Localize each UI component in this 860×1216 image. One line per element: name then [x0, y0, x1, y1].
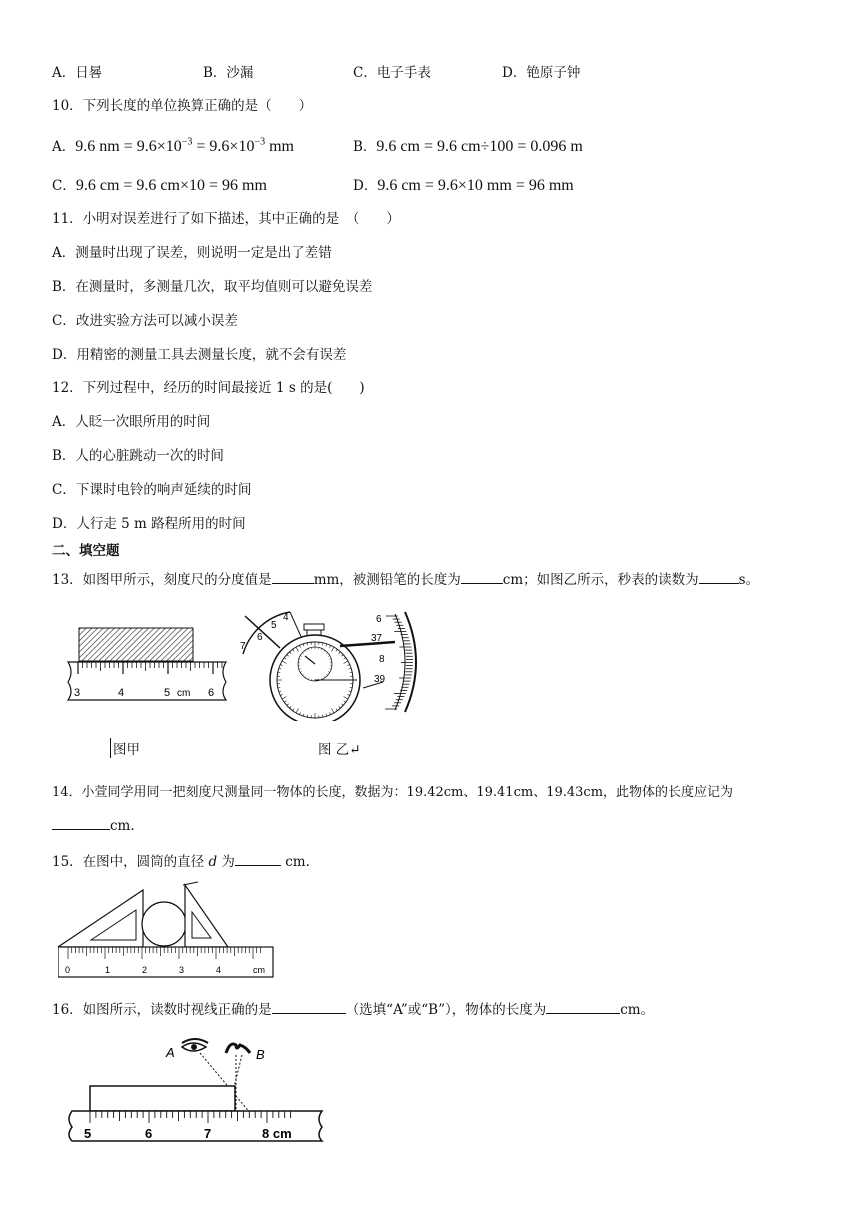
svg-text:cm: cm — [253, 965, 265, 975]
small-dial-7: 7 — [240, 641, 246, 652]
svg-text:8 cm: 8 cm — [262, 1126, 292, 1141]
svg-text:3: 3 — [179, 965, 185, 975]
tick-label-3: 3 — [74, 687, 81, 699]
q9-option-a: A．日晷 — [52, 65, 103, 81]
option-label: A． — [52, 139, 76, 155]
figure-b-stopwatch — [235, 606, 425, 721]
answer-blank[interactable] — [272, 571, 314, 584]
q11-option-b: B．在测量时，多测量几次，取平均值则可以避免误差 — [52, 279, 373, 295]
label-a: A — [166, 1045, 175, 1060]
large-dial-6: 6 — [376, 614, 382, 625]
answer-blank[interactable] — [461, 571, 503, 584]
section-heading: 二、填空题 — [52, 543, 120, 559]
option-formula: 9.6 cm = 9.6×10 mm = 96 mm — [377, 177, 574, 194]
q15-stem: 15．在图中，圆筒的直径 d 为 cm. — [52, 854, 310, 870]
figure-q16-reading — [60, 1035, 330, 1150]
q11-option-a: A．测量时出现了误差，则说明一定是出了差错 — [52, 245, 332, 261]
q9-option-b: B．沙漏 — [203, 65, 254, 81]
eye-b-icon — [226, 1044, 250, 1053]
answer-blank[interactable] — [52, 817, 110, 830]
svg-text:6: 6 — [145, 1126, 153, 1141]
large-dial-37: 37 — [371, 633, 383, 644]
option-formula: 9.6 cm = 9.6 cm×10 = 96 mm — [75, 177, 267, 194]
option-label: B． — [353, 139, 377, 155]
answer-blank[interactable] — [272, 1001, 346, 1014]
svg-text:4: 4 — [216, 965, 222, 975]
q9-option-d: D．铯原子钟 — [502, 65, 581, 81]
q10-stem: 10．下列长度的单位换算正确的是（ ） — [52, 98, 313, 114]
tick-label-4: 4 — [118, 687, 125, 699]
option-formula: 9.6 nm = $9.6\times 10^{-3} = 9.6\times 10^{-3}$ mm — [75, 136, 294, 155]
q12-option-b: B．人的心脏跳动一次的时间 — [52, 448, 224, 464]
tick-label-6: 6 — [208, 687, 215, 699]
answer-blank[interactable] — [546, 1001, 620, 1014]
large-dial-39: 39 — [374, 674, 386, 685]
small-dial-6: 6 — [257, 632, 263, 643]
q12-option-d: D．人行走 5 m 路程所用的时间 — [52, 516, 246, 532]
option-formula: 9.6 cm = 9.6 cm÷100 = 0.096 m — [376, 138, 583, 155]
figure-a-caption: 图甲 — [110, 738, 140, 758]
q10-option-c — [52, 174, 267, 195]
large-dial-8: 8 — [379, 654, 385, 665]
q11-option-c: C．改进实验方法可以减小误差 — [52, 313, 238, 329]
q12-stem: 12．下列过程中，经历的时间最接近 1 s 的是( ) — [52, 380, 365, 396]
q10-option-d — [353, 174, 574, 195]
small-dial-4: 4 — [283, 612, 289, 623]
svg-text:1: 1 — [105, 965, 111, 975]
q10-option-a — [52, 135, 294, 156]
unit-label: cm — [177, 688, 191, 699]
answer-blank[interactable] — [235, 853, 281, 866]
cylinder — [142, 902, 186, 946]
pencil-body — [79, 628, 193, 661]
svg-text:7: 7 — [204, 1126, 212, 1141]
label-b: B — [256, 1047, 265, 1062]
small-dial-5: 5 — [271, 620, 277, 631]
measured-object — [90, 1086, 235, 1111]
q10-option-b — [353, 135, 583, 156]
option-label: C． — [52, 178, 76, 194]
option-label: D． — [353, 178, 378, 194]
q16-stem: 16．如图所示，读数时视线正确的是 （选填“A”或“B”），物体的长度为 cm。 — [52, 1002, 655, 1018]
svg-text:0: 0 — [65, 965, 71, 975]
svg-text:2: 2 — [142, 965, 148, 975]
q11-option-d: D．用精密的测量工具去测量长度，就不会有误差 — [52, 347, 347, 363]
svg-text:5: 5 — [84, 1126, 92, 1141]
answer-blank[interactable] — [699, 571, 739, 584]
figure-q15-cylinder — [58, 880, 274, 980]
q11-stem: 11．小明对误差进行了如下描述，其中正确的是 （ ） — [52, 211, 400, 227]
figure-b-caption: 图 乙↵ — [318, 742, 361, 758]
q14-answer: cm. — [52, 817, 135, 834]
large-dial-ticks — [385, 616, 413, 709]
q12-option-c: C．下课时电铃的响声延续的时间 — [52, 482, 252, 498]
q14-stem: 14．小萱同学用同一把刻度尺测量同一物体的长度，数据为：19.42cm、19.41cm、19.43cm，此物体的长度应记为 — [52, 785, 734, 800]
tick-label-5: 5 — [164, 687, 171, 699]
q9-option-c: C．电子手表 — [353, 65, 431, 81]
q13-stem: 13．如图甲所示，刻度尺的分度值是 mm，被测铅笔的长度为 cm；如图乙所示，秒表的读数为 s。 — [52, 572, 760, 588]
figure-a-ruler — [60, 620, 235, 705]
q12-option-a: A．人眨一次眼所用的时间 — [52, 414, 211, 430]
